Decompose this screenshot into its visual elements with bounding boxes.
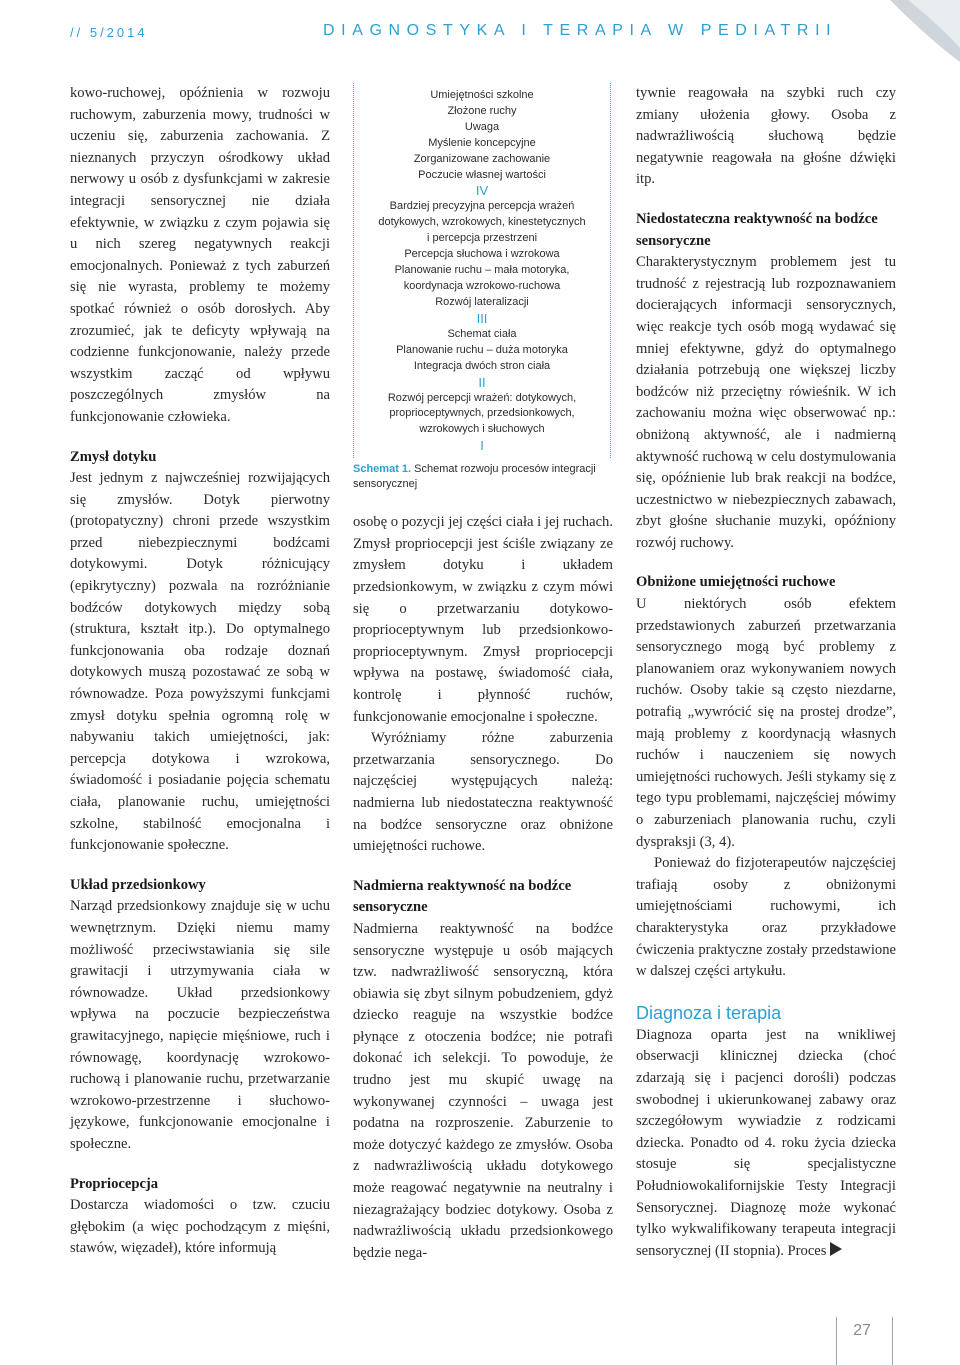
schema-line: wzrokowych i słuchowych [419, 423, 545, 436]
issue-number: // 5/2014 [70, 25, 148, 40]
page-number-rule-left [836, 1317, 837, 1365]
schema-line: Planowanie ruchu – duża motoryka [396, 343, 568, 356]
paragraph: Dostarcza wiadomości o tzw. czuciu głębokim (a więc pochodzącym z mięśni, stawów, więzadeł), które informują [70, 1197, 330, 1257]
schema-line: Myślenie koncepcyjne [428, 136, 536, 149]
paragraph: Nadmierna reaktywność na bodźce sensoryczne występuje u osób mających tzw. nadwrażliwość sensoryczną, która obiawia się zbyt silnym pobudzeniem, gdyż dziecko reaguje na wszystkie bodźce płynące z otoczenia bodźce; nie potrafi dokonać ich selekcji. To powoduje, że trudno jest mu skupić uwagę na wykonywanej czynności – uwaga jest podatna na rozproszenie. Zaburzenie to może dotyczyć każdego ze zmysłów. Osoba z nadwrażliwością układu dotykowego może reagować negatywnie na neutralny i niezagrażający bodziec dotykowy. Osoba z nadwrażliwością układu przedsionkowego będzie nega- [353, 920, 613, 1261]
schema-line: Integracja dwóch stron ciała [413, 359, 551, 372]
schema-line: Planowanie ruchu – mała motoryka, [394, 264, 570, 277]
section-heading-vestibular: Układ przedsionkowy [70, 876, 206, 893]
schema-line: proprioceptywnych, przedsionkowych, [389, 407, 575, 420]
page-curl-decoration [890, 0, 960, 62]
column-middle [353, 83, 613, 1264]
paragraph: Charakterystycznym problemem jest tu trudność z rejestracją lub rozpoznawaniem docierających informacji sensorycznych, więc reakcje tych osób mogą wydawać się mniej efektywne, gdyż do optymalnego działania potrzebują one większej liczby bodźców niż przeciętny rówieśnik. W ich zachowaniu można więc obserwować np.: obniżoną aktywność, ale i nadmierną aktywność ruchową w celu dostymulowania się, opóźnienie lub brak reakcji na bodźce, uczestnictwo w niebezpiecznych zabawach, zbyt głośne słuchanie muzyki, opóźniony rozwój ruchowy. [636, 254, 896, 551]
section-heading-over-reactivity: Nadmierna reaktywność na bodźce sensoryczne [353, 877, 572, 916]
paragraph: U niektórych osób efektem przedstawionych zaburzeń przetwarzania sensorycznego mogą być problemy z planowaniem oraz wykonywaniem nowych ruchów. Osoby takie są często niezdarne, potrafią „wywrócić się na prostej drodze”, mają problemy z koordynacją własnych ruchów i nauczeniem się nowych umiejętności ruchowych. Jeśli stykamy się z tego typu problemami, najczęściej mówimy o zaburzeniach planowania ruchu, czyli dyspraksji (3, 4). [636, 596, 896, 850]
journal-title: DIAGNOSTYKA I TERAPIA W PEDIATRII [323, 22, 838, 39]
schema-level-label: IV [475, 183, 489, 199]
schema-level-label: I [480, 438, 484, 454]
schema-line: Bardziej precyzyjna percepcja wrażeń [389, 200, 575, 213]
section-heading-under-reactivity: Niedostateczna reaktywność na bodźce sensoryczne [636, 210, 878, 249]
schema-line: Zorganizowane zachowanie [413, 152, 551, 165]
page-number-rule-right [892, 1317, 893, 1365]
schema-line: dotykowych, wzrokowych, kinestetycznych [378, 216, 586, 229]
paragraph [636, 1025, 896, 1263]
paragraph: Jest jednym z najwcześniej rozwijających się zmysłów. Dotyk pierwotny (protopatyczny) chroni przede wszystkim przed niebezpiecznymi bodźcami dotykowymi. Dotyk różnicujący (epikrytyczny) pozwala na rozróżnianie bodźców dotykowych między sobą (struktura, kształt itp.). Do optymalnego funkcjonowania oba rodzaje doznań dotykowych muszą pozostawać ze sobą w równowadze. Poza powyższymi funkcjami zmysł dotyku spełnia ogromną rolę w nabywaniu takich umiejętności, jak: percepcja dotykowa i wzrokowa, świadomość i posiadanie pojęcia schematu ciała, planowanie ruchu, umiejętności szkolne, stabilność emocjonalna i funkcjonowanie społeczne. [70, 470, 330, 854]
column-right [636, 83, 896, 1262]
schema-line: Percepcja słuchowa i wzrokowa [404, 248, 560, 261]
schema-line: i percepcja przestrzeni [426, 232, 538, 245]
schema-line: Poczucie własnej wartości [418, 168, 546, 181]
section-heading-diagnosis: Diagnoza i terapia [636, 1002, 782, 1023]
schema-line: Uwaga [464, 120, 500, 133]
page-number: 27 [853, 1322, 871, 1339]
schema-level-label: III [476, 310, 488, 326]
schema-figure [353, 83, 611, 492]
section-heading-touch: Zmysł dotyku [70, 448, 157, 465]
schema-line: Złożone ruchy [447, 104, 517, 117]
schema-line: koordynacja wzrokowo-ruchowa [403, 279, 561, 292]
schema-line: Schemat ciała [447, 327, 517, 340]
schema-level-label: II [478, 374, 486, 390]
paragraph: tywnie reagowała na szybki ruch czy zmiany ułożenia głowy. Osoba z nadwrażliwością słuchową będzie negatywnie reagowała na głośne dźwięki itp. [636, 85, 896, 188]
section-heading-proprioception: Propriocepcja [70, 1175, 159, 1192]
paragraph: kowo-ruchowej, opóźnienia w rozwoju ruchowym, zaburzenia mowy, trudności w uczeniu się, zaburzenia zachowania. Z nieznanych przyczyn ośrodkowy układ nerwowy u osób z dysfunkcjami w zakresie integracji sensorycznej nie działa efektywnie, w związku z czym pojawia się u nich szereg negatywnych reakcji emocjonalnych. Ponieważ z tych zaburzeń się nie wyrasta, problemy te możemy spotkać również o osób dorosłych. Aby zrozumieć, jak te deficyty wpływają na codzienne funkcjonowanie, należy przede wszystkim zacząć od wpływu poszczególnych zmysłów na funkcjonowanie człowieka. [70, 85, 330, 425]
schema-caption-text: Schemat rozwoju procesów integracji sensorycznej [353, 463, 596, 491]
schema-caption [353, 462, 611, 492]
schema-line: Rozwój percepcji wrażeń: dotykowych, [387, 391, 577, 404]
continue-arrow-icon [830, 1242, 842, 1256]
paragraph: Narząd przedsionkowy znajduje się w uchu wewnętrznym. Dzięki niemu mamy możliwość przeciwstawiania się sile grawitacji i utrzymywania ciała w równowadze. Układ przedsionkowy wpływa na poczucie bezpieczeństwa grawitacyjnego, napięcie mięśniowe, ruch i równowagę, koordynację wzrokowo-ruchową i planowanie ruchu, przetwarzanie wzrokowo-przestrzenne i słuchowo-językowe, funkcjonowanie emocjonalne i społeczne. [70, 898, 330, 1152]
paragraph: osobę o pozycji jej części ciała i jej ruchach. Zmysł propriocepcji jest ściśle związany ze zmysłem dotyku i układem przedsionkowym, w związku z czym mówi się o przetwarzaniu dotykowo-proprioceptywnym lub przedsionkowo-proprioceptywnym. Zmysł propriocepcji wpływa na postawę, świadomość ciała, kontrolę i płynność ruchów, funkcjonowanie emocjonalne i społeczne. [353, 514, 613, 725]
schema-caption-label: Schemat 1. [353, 463, 412, 476]
column-left [70, 83, 330, 1260]
paragraph: Wyróżniamy różne zaburzenia przetwarzania sensorycznego. Do najczęściej występujących należą: nadmierna lub niedostateczna reaktywność na bodźce sensoryczne oraz obniżone umiejętności ruchowe. [353, 730, 613, 855]
schema-line: Umiejętności szkolne [430, 89, 534, 101]
section-heading-motor-skills: Obniżone umiejętności ruchowe [636, 574, 836, 591]
schema-box [353, 83, 611, 458]
schema-line: Rozwój lateralizacji [435, 295, 529, 308]
paragraph: Ponieważ do fizjoterapeutów najczęściej trafiają osoby z obniżonymi umiejętnościami ruchowymi, ich charakterystyka oraz przykładowe ćwiczenia praktyczne zostały przedstawione w dalszej części artykułu. [636, 855, 896, 980]
paragraph-text: Diagnoza oparta jest na wnikliwej obserwacji klinicznej dziecka (choć zdarzają się i pacjenci dorośli) podczas swobodnej i ukierunkowanej zabawy oraz szczegółowym wywiadzie z rodzicami dziecka. Ponadto od 4. roku życia dziecka stosuje się specjalistyczne Południowokalifornijskie Testy Integracji Sensorycznej. Diagnozę może wykonać tylko wykwalifikowany terapeuta integracji sensorycznej (II stopnia). Proces [636, 1026, 896, 1259]
